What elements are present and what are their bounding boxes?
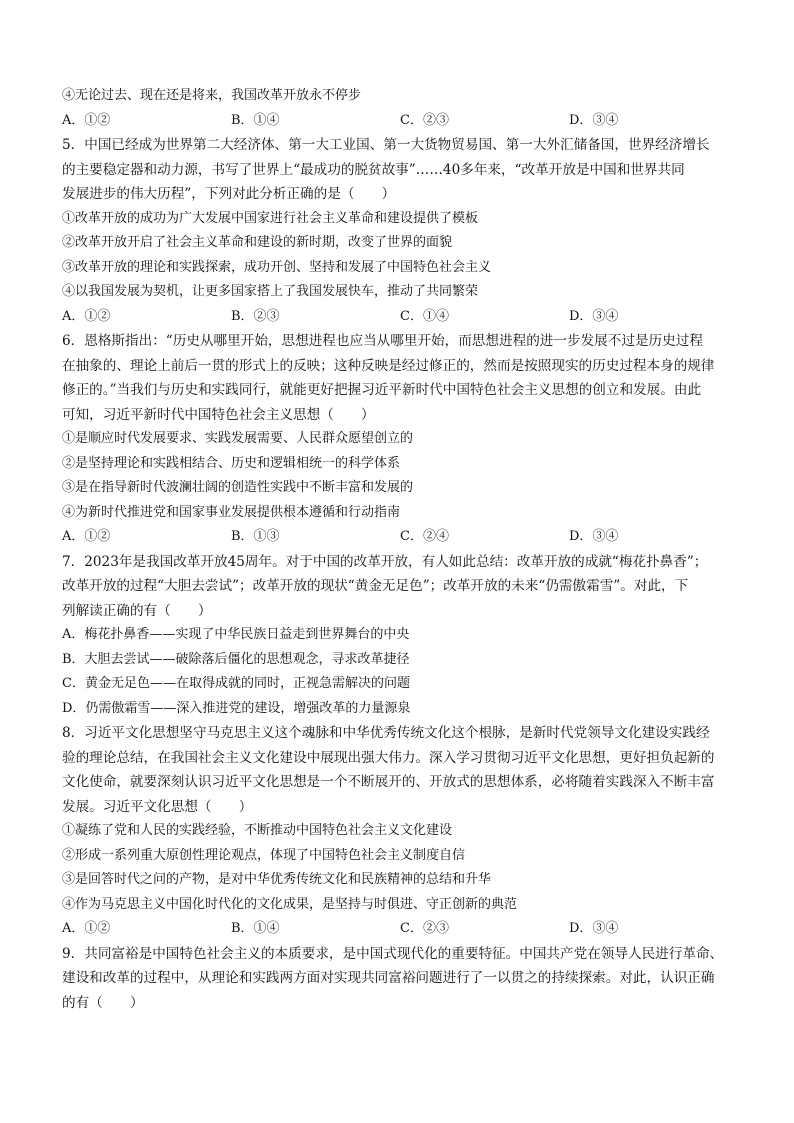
q6-stem-line: 可知，习近平新时代中国特色社会主义思想（ ） (62, 406, 375, 423)
q8-options (62, 917, 738, 942)
q6-item-2: ②是坚持理论和实践相结合、历史和逻辑相统一的科学体系 (62, 455, 401, 471)
q9-stem-line: 建设和改革的过程中，从理论和实践两方面对实现共同富裕问题进行了一以贯之的持续探索。对此，认识正确 (62, 970, 715, 986)
question-4-tail (62, 84, 738, 133)
q8-item-4: ④作为马克思主义中国化时代化的文化成果，是坚持与时俱进、守正创新的典范 (62, 896, 518, 912)
q6-options (62, 525, 738, 550)
q7-stem-line: 改革开放的过程“大胆去尝试”；改革开放的现状“黄金无足色”；改革开放的未来“仍需傲霜雪”。对此，下 (62, 578, 689, 594)
question-7 (62, 550, 738, 722)
q6-option-d[interactable]: D．③④ (569, 529, 619, 544)
q8-item-3: ③是回答时代之问的产物，是对中华优秀传统文化和民族精神的总结和升华 (62, 872, 492, 887)
q4-option-b[interactable]: B．①④ (231, 112, 280, 128)
q4-options (62, 109, 738, 134)
q5-item-3: ③改革开放的理论和实践探索，成功开创、坚持和发展了中国特色社会主义 (62, 259, 492, 275)
q5-item-2: ②改革开放开启了社会主义革命和建设的新时期，改变了世界的面貌 (62, 235, 453, 250)
q7-choice-a[interactable]: A．梅花扑鼻香——实现了中华民族日益走到世界舞台的中央 (62, 627, 410, 642)
q8-option-b[interactable]: B．①④ (231, 921, 280, 936)
q5-stem-line: 的主要稳定器和动力源，书写了世界上“最成功的脱贫故事”……40多年来，“改革开放是中国和世界共同 (62, 161, 685, 178)
q6-item-1: ①是顺应时代发展要求、实践发展需要、人民群众愿望创立的 (62, 431, 414, 446)
q9-stem-line: 9．共同富裕是中国特色社会主义的本质要求，是中国式现代化的重要特征。中国共产党在领导人民进行革命、 (62, 945, 724, 962)
q6-item-3: ③是在指导新时代波澜壮阔的创造性实践中不断丰富和发展的 (62, 480, 414, 495)
q5-item-4: ④以我国发展为契机，让更多国家搭上了我国发展快车，推动了共同繁荣 (62, 284, 479, 299)
q6-option-a[interactable]: A．①② (62, 529, 111, 544)
q8-option-a[interactable]: A．①② (62, 921, 111, 936)
q7-stem-line: 7．2023年是我国改革开放45周年。对于中国的改革开放，有人如此总结：改革开放的成就“梅花扑鼻香”； (62, 553, 708, 570)
q8-option-d[interactable]: D．③④ (569, 921, 619, 936)
q9-stem-line: 的有（ ） (62, 994, 144, 1011)
question-8 (62, 721, 738, 942)
q6-item-4: ④为新时代推进党和国家事业发展提供根本遵循和行动指南 (62, 504, 401, 520)
q4-option-a[interactable]: A．①② (62, 112, 111, 128)
q6-stem-line: 修正的。”当我们与历史和实践同行，就能更好把握习近平新时代中国特色社会主义思想的创立和发展。由此 (62, 382, 702, 398)
q8-stem-line: 文化使命，就要深刻认识习近平文化思想是一个不断展开的、开放式的思想体系，必将随着实践深入不断丰富 (62, 774, 715, 790)
q6-option-b[interactable]: B．①③ (231, 529, 280, 544)
q8-stem-line: 8．习近平文化思想坚守马克思主义这个魂脉和中华优秀传统文化这个根脉，是新时代党领导文化建设实践经 (62, 725, 710, 741)
q5-option-a[interactable]: A．①② (62, 308, 111, 324)
q8-item-1: ①凝练了党和人民的实践经验，不断推动中国特色社会主义文化建设 (62, 823, 453, 838)
q5-option-b[interactable]: B．②③ (231, 308, 280, 324)
q8-item-2: ②形成一系列重大原创性理论观点，体现了中国特色社会主义制度自信 (62, 847, 466, 863)
q7-stem (62, 550, 738, 624)
q6-stem (62, 329, 738, 427)
q5-option-d[interactable]: D．③④ (569, 308, 619, 324)
q8-stem-line: 发展。习近平文化思想（ ） (62, 798, 253, 815)
q7-stem-line: 列解读正确的有（ ） (62, 602, 212, 619)
q5-stem (62, 133, 738, 207)
q6-stem-line: 在抽象的、理论上前后一贯的形式上的反映；这种反映是经过修正的，然而是按照现实的历史过程本身的规律 (62, 357, 715, 374)
q7-choice-b[interactable]: B．大胆去尝试——破除落后僵化的思想观念，寻求改革捷径 (62, 651, 410, 667)
q4-item-4: ④无论过去、现在还是将来，我国改革开放永不停步 (62, 88, 362, 103)
q4-option-c[interactable]: C．②③ (400, 112, 449, 128)
q4-option-d[interactable]: D．③④ (569, 112, 619, 128)
q6-option-c[interactable]: C．②④ (400, 529, 449, 544)
q6-stem-line: 6．恩格斯指出：“历史从哪里开始，思想进程也应当从哪里开始，而思想进程的进一步发展不过是历史过程 (62, 333, 703, 349)
q5-stem-line: 5．中国已经成为世界第二大经济体、第一大工业国、第一大货物贸易国、第一大外汇储备国，世界经济增长 (62, 137, 710, 153)
q8-option-c[interactable]: C．②③ (400, 921, 449, 936)
q7-choice-d[interactable]: D．仍需傲霜雪——深入推进党的建设，增强改革的力量源泉 (62, 700, 411, 716)
q8-stem (62, 721, 738, 819)
question-6 (62, 329, 738, 550)
q5-stem-line: 发展进步的伟大历程”，下列对此分析正确的是（ ） (62, 186, 396, 202)
q5-item-1: ①改革开放的成功为广大发展中国家进行社会主义革命和建设提供了模板 (62, 210, 479, 226)
q5-option-c[interactable]: C．①④ (400, 308, 449, 324)
q5-options (62, 305, 738, 330)
q9-stem (62, 942, 738, 1016)
question-9 (62, 942, 738, 1016)
question-5 (62, 133, 738, 329)
exam-page (62, 84, 738, 1015)
q7-choice-c[interactable]: C．黄金无足色——在取得成就的同时，正视急需解决的问题 (62, 676, 410, 691)
q8-stem-line: 验的理论总结，在我国社会主义文化建设中展现出强大伟力。深入学习贯彻习近平文化思想，更好担负起新的 (62, 749, 715, 766)
